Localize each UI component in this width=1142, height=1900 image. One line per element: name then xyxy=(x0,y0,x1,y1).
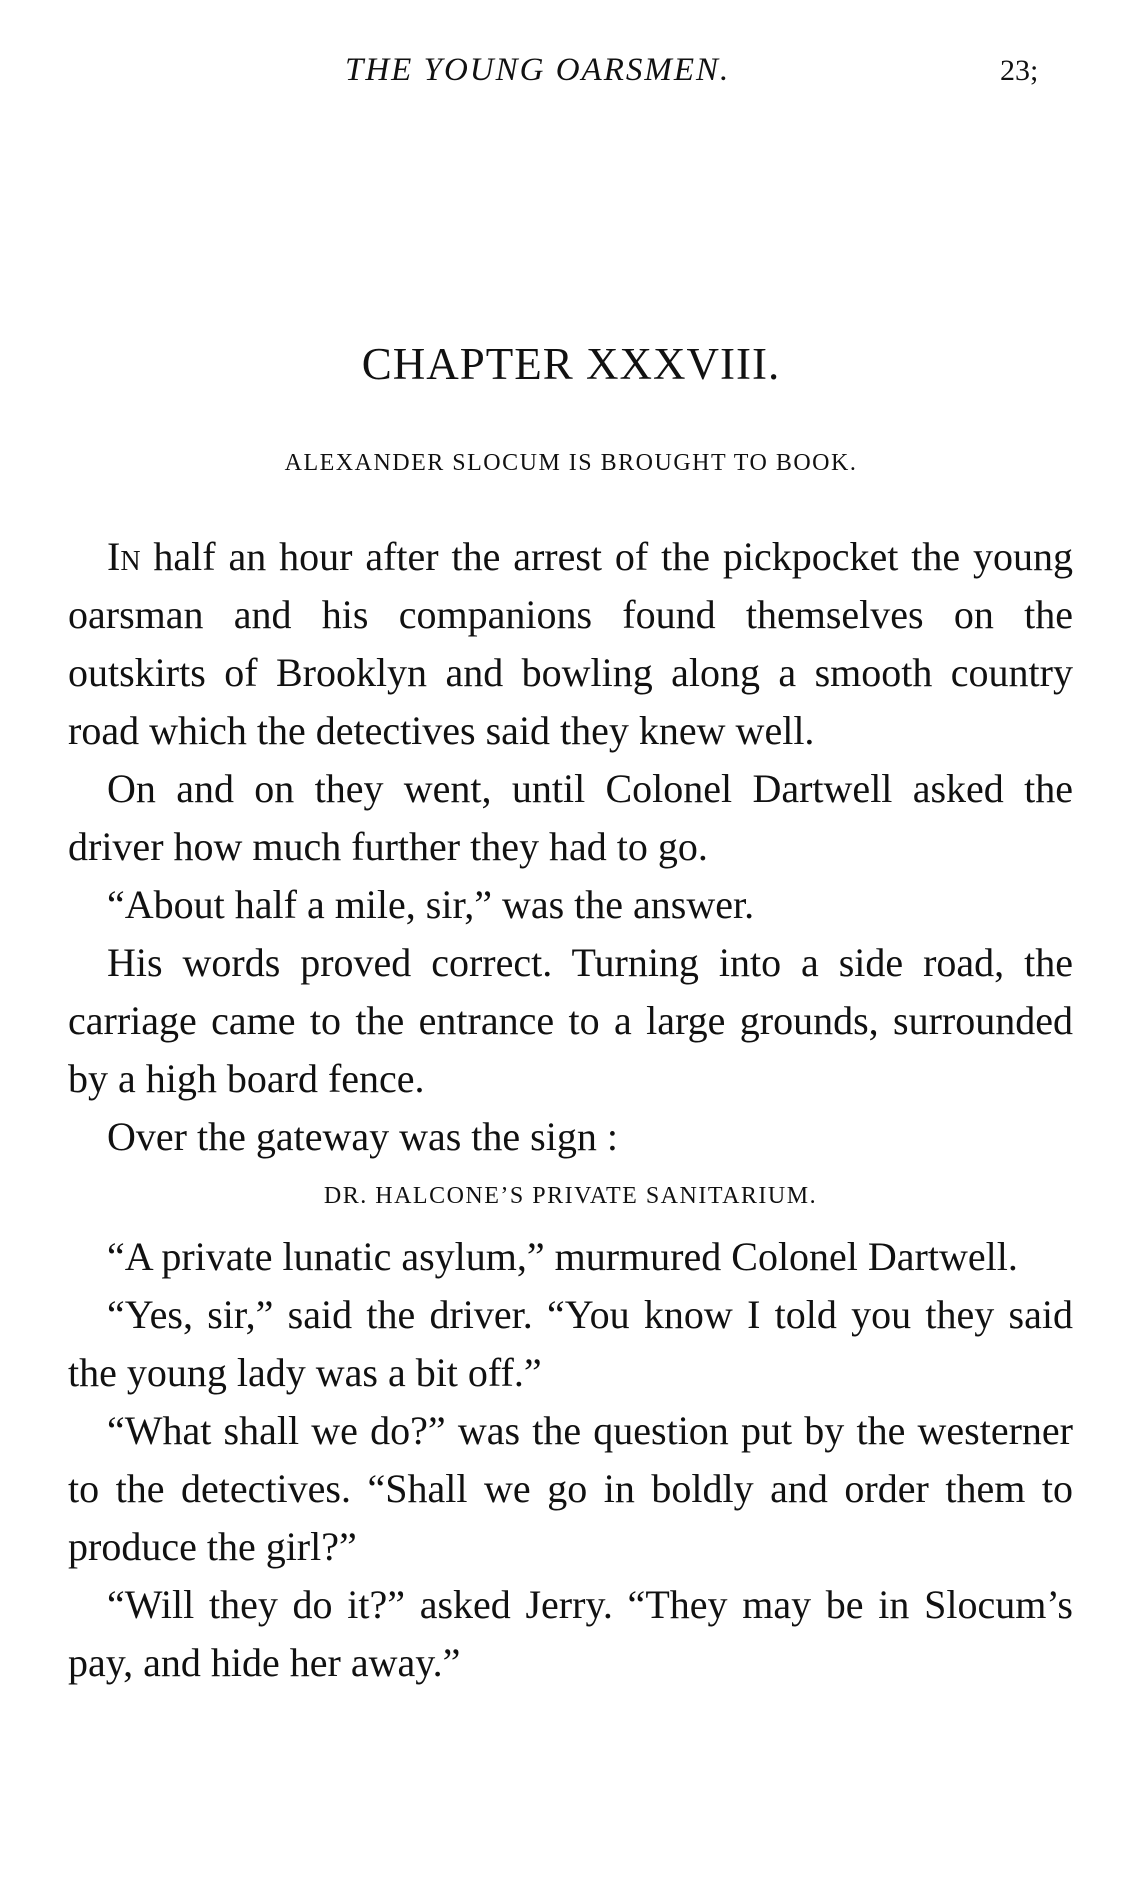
chapter-body xyxy=(68,528,1073,1692)
paragraph-2: On and on they went, until Colonel Dartwell asked the driver how much further they had to go. xyxy=(68,766,1073,869)
paragraph-1 xyxy=(68,528,1073,760)
opening-word: In xyxy=(107,534,141,579)
paragraph-6: “A private lunatic asylum,” murmured Colonel Dartwell. xyxy=(107,1234,1018,1279)
running-title: THE YOUNG OARSMEN. xyxy=(345,52,731,88)
chapter-title: CHAPTER XXXVIII. xyxy=(361,339,781,389)
page-number: 23; xyxy=(1000,54,1039,87)
paragraph-5: Over the gateway was the sign : xyxy=(107,1114,618,1159)
paragraph-7: “Yes, sir,” said the driver. “You know I told you they said the young lady was a bit off.” xyxy=(68,1292,1073,1395)
paragraph-4: His words proved correct. Turning into a side road, the carriage came to the entrance to a large grounds, surrounded by a high board fence. xyxy=(68,940,1073,1101)
chapter-subtitle: ALEXANDER SLOCUM IS BROUGHT TO BOOK. xyxy=(284,450,858,476)
paragraph-9: “Will they do it?” asked Jerry. “They may be in Slocum’s pay, and hide her away.” xyxy=(68,1582,1073,1685)
paragraph-3: “About half a mile, sir,” was the answer. xyxy=(107,882,755,927)
gateway-sign: DR. HALCONE’S PRIVATE SANITARIUM. xyxy=(323,1183,818,1209)
paragraph-8: “What shall we do?” was the question put by the westerner to the detectives. “Shall we go in boldly and order them to produce the girl?” xyxy=(68,1408,1073,1569)
paragraph-1-text: half an hour after the arrest of the pickpocket the young oarsman and his companions found themselves on the outskirts of Brooklyn and bowling along a smooth country road which the detectives said they knew well. xyxy=(68,534,1073,753)
running-header xyxy=(0,52,1142,92)
